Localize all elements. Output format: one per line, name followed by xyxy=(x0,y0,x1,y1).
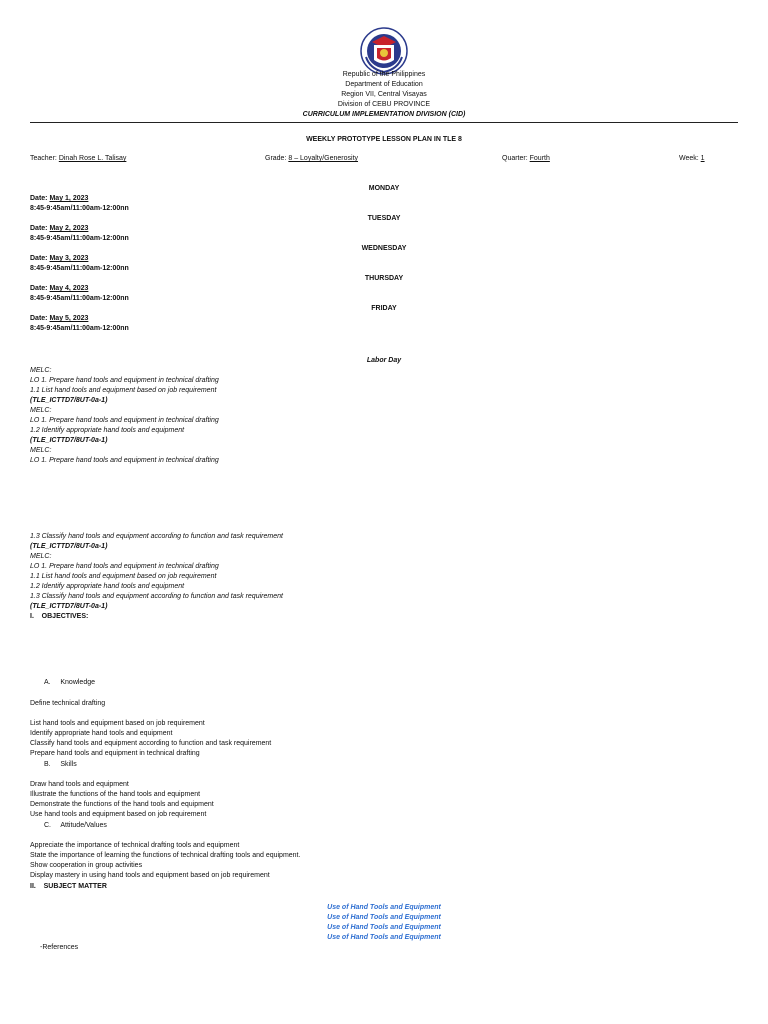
header-cid: CURRICULUM IMPLEMENTATION DIVISION (CID) xyxy=(302,111,466,118)
date-entry xyxy=(30,224,129,244)
labor-day-note: Labor Day xyxy=(366,357,402,364)
melc-line: 1.2 Identify appropriate hand tools and equipment xyxy=(30,427,185,434)
heading-number: II. xyxy=(30,883,36,890)
teacher-field xyxy=(30,154,126,164)
references-label: -References xyxy=(40,944,79,951)
time-value: 8:45-9:45am/11:00am-12:00nn xyxy=(30,295,129,302)
knowledge-heading xyxy=(44,678,95,688)
date-label: Date: xyxy=(30,315,48,322)
header-republic: Republic of the Philippines xyxy=(342,71,426,78)
subject-topic: Use of Hand Tools and Equipment xyxy=(327,904,441,911)
teacher-name: Dinah Rose L. Talisay xyxy=(58,155,127,162)
subject-topic: Use of Hand Tools and Equipment xyxy=(327,924,441,931)
heading-text: Attitude/Values xyxy=(60,822,107,829)
melc-block xyxy=(30,366,219,466)
header-divider xyxy=(30,122,738,123)
heading-text: Skills xyxy=(60,761,77,768)
subject-topic: Use of Hand Tools and Equipment xyxy=(327,934,441,941)
date-value: May 4, 2023 xyxy=(49,285,89,292)
header-division: Division of CEBU PROVINCE xyxy=(337,101,431,108)
date-label: Date: xyxy=(30,195,48,202)
time-value: 8:45-9:45am/11:00am-12:00nn xyxy=(30,325,129,332)
time-value: 8:45-9:45am/11:00am-12:00nn xyxy=(30,235,129,242)
quarter-label: Quarter: xyxy=(502,155,528,162)
date-label: Date: xyxy=(30,285,48,292)
list-item: Draw hand tools and equipment xyxy=(30,781,129,788)
attitude-list xyxy=(30,841,300,881)
melc-line: MELC: xyxy=(30,553,52,560)
date-value: May 2, 2023 xyxy=(49,225,89,232)
melc-line: LO 1. Prepare hand tools and equipment in technical drafting xyxy=(30,377,219,384)
week-label: Week: xyxy=(679,155,699,162)
list-item: Demonstrate the functions of the hand tools and equipment xyxy=(30,801,214,808)
heading-text: SUBJECT MATTER xyxy=(43,883,107,890)
skills-heading xyxy=(44,760,77,770)
melc-code: (TLE_ICTTD7/8UT-0a-1) xyxy=(30,437,108,444)
header-region: Region VII, Central Visayas xyxy=(341,91,427,98)
melc-code: (TLE_ICTTD7/8UT-0a-1) xyxy=(30,603,108,610)
quarter-value: Fourth xyxy=(529,155,550,162)
list-item: Use hand tools and equipment based on job requirement xyxy=(30,811,207,818)
heading-text: Knowledge xyxy=(60,679,95,686)
list-item: Illustrate the functions of the hand tools and equipment xyxy=(30,791,201,798)
melc-line: LO 1. Prepare hand tools and equipment in technical drafting xyxy=(30,417,219,424)
knowledge-list xyxy=(30,719,271,759)
day-heading: FRIDAY xyxy=(371,305,397,312)
melc-line: 1.1 List hand tools and equipment based on job requirement xyxy=(30,387,217,394)
list-item: Identify appropriate hand tools and equipment xyxy=(30,730,173,737)
list-item: Prepare hand tools and equipment in technical drafting xyxy=(30,750,200,757)
time-value: 8:45-9:45am/11:00am-12:00nn xyxy=(30,205,129,212)
heading-letter: C. xyxy=(44,822,51,829)
attitude-heading xyxy=(44,821,107,831)
date-value: May 3, 2023 xyxy=(49,255,89,262)
lesson-plan-title: WEEKLY PROTOTYPE LESSON PLAN IN TLE 8 xyxy=(306,136,462,143)
subject-matter-heading xyxy=(30,882,107,892)
list-item: Show cooperation in group activities xyxy=(30,862,143,869)
melc-code: (TLE_ICTTD7/8UT-0a-1) xyxy=(30,543,108,550)
day-heading: TUESDAY xyxy=(367,215,401,222)
list-item: Appreciate the importance of technical drafting tools and equipment xyxy=(30,842,240,849)
list-item: Display mastery in using hand tools and equipment based on job requirement xyxy=(30,872,270,879)
teacher-label: Teacher: xyxy=(30,155,57,162)
melc-line: LO 1. Prepare hand tools and equipment in technical drafting xyxy=(30,457,219,464)
melc-line: MELC: xyxy=(30,407,52,414)
melc-line: 1.2 Identify appropriate hand tools and equipment xyxy=(30,583,185,590)
melc-code: (TLE_ICTTD7/8UT-0a-1) xyxy=(30,397,108,404)
week-value: 1 xyxy=(700,155,705,162)
list-item: List hand tools and equipment based on job requirement xyxy=(30,720,205,727)
quarter-field xyxy=(502,154,550,164)
deped-seal-logo xyxy=(360,27,408,75)
date-label: Date: xyxy=(30,255,48,262)
knowledge-define: Define technical drafting xyxy=(30,700,106,707)
melc-line: LO 1. Prepare hand tools and equipment in technical drafting xyxy=(30,563,219,570)
day-heading: MONDAY xyxy=(368,185,400,192)
heading-text: OBJECTIVES: xyxy=(41,613,89,620)
date-entry xyxy=(30,284,129,304)
grade-field xyxy=(265,154,358,164)
day-heading: WEDNESDAY xyxy=(361,245,407,252)
skills-list xyxy=(30,780,214,820)
melc-line: MELC: xyxy=(30,367,52,374)
time-value: 8:45-9:45am/11:00am-12:00nn xyxy=(30,265,129,272)
list-item: State the importance of learning the functions of technical drafting tools and equipment. xyxy=(30,852,301,859)
melc-block xyxy=(30,532,283,612)
week-field xyxy=(679,154,705,164)
grade-value: 8 – Loyalty/Generosity xyxy=(288,155,359,162)
date-value: May 1, 2023 xyxy=(49,195,89,202)
list-item: Classify hand tools and equipment according to function and task requirement xyxy=(30,740,272,747)
date-entry xyxy=(30,314,129,334)
grade-label: Grade: xyxy=(265,155,287,162)
date-value: May 5, 2023 xyxy=(49,315,89,322)
objectives-heading xyxy=(30,612,88,622)
heading-letter: B. xyxy=(44,761,51,768)
date-entry xyxy=(30,194,129,214)
melc-line: 1.3 Classify hand tools and equipment according to function and task requirement xyxy=(30,593,283,600)
header-department: Department of Education xyxy=(345,81,423,88)
day-heading: THURSDAY xyxy=(364,275,404,282)
date-label: Date: xyxy=(30,225,48,232)
date-entry xyxy=(30,254,129,274)
subject-topic: Use of Hand Tools and Equipment xyxy=(327,914,441,921)
melc-line: 1.1 List hand tools and equipment based on job requirement xyxy=(30,573,217,580)
melc-line: 1.3 Classify hand tools and equipment according to function and task requirement xyxy=(30,533,283,540)
heading-letter: A. xyxy=(44,679,51,686)
heading-number: I. xyxy=(30,613,34,620)
melc-line: MELC: xyxy=(30,447,52,454)
